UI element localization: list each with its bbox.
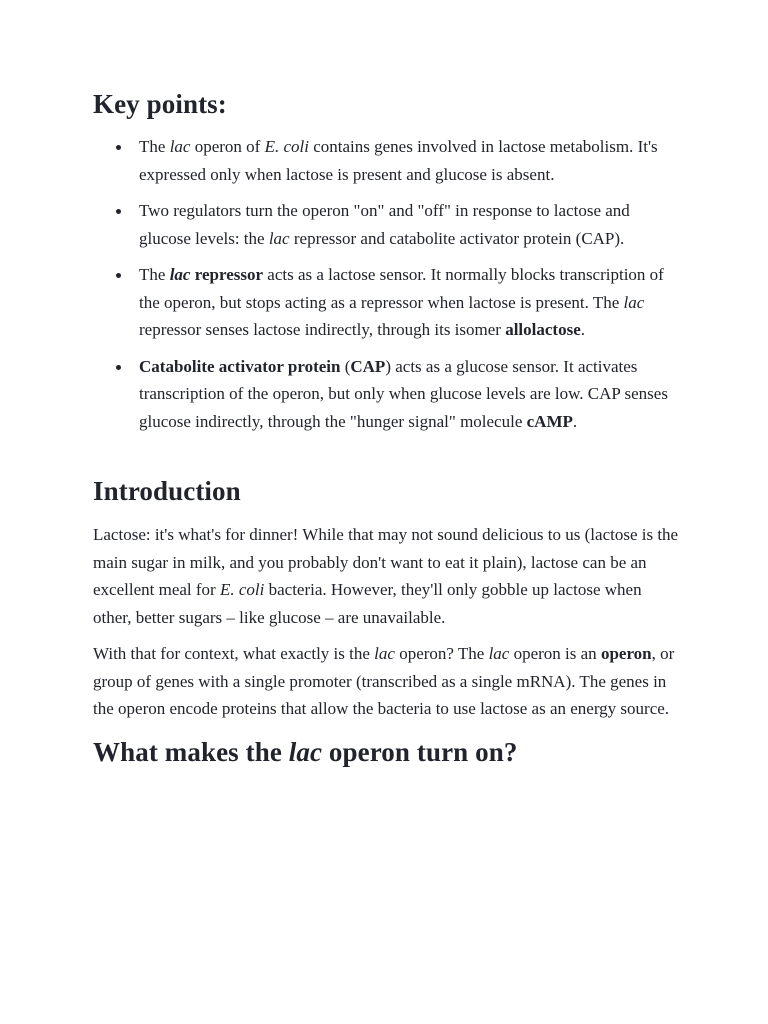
cap-term: CAP [350, 356, 386, 376]
article-content [93, 84, 683, 772]
cap-full-term: Catabolite activator protein [139, 356, 341, 376]
ecoli-term: E. coli [264, 137, 309, 156]
intro-paragraph-2: With that for context, what exactly is the lac operon? The lac operon is an operon, or group of genes with a single promoter (transcribed as a single mRNA). The genes in the operon encode proteins that allow the bacteria to use lactose as an energy source. [93, 644, 675, 718]
ecoli-term: E. coli [219, 580, 265, 599]
intro-paragraph-1: Lactose: it's what's for dinner! While that may not sound delicious to us (lactose is the main sugar in milk, and you probably don't want to eat it plain), lactose can be an excellent meal for E. coli bacteria. However, they'll only gobble up lactose when other, better sugars – like glucose – are unavailable. [93, 525, 679, 627]
lac-term: lac [169, 137, 191, 156]
key-points-heading: Key points: [93, 89, 227, 119]
key-point-2: Two regulators turn the operon "on" and "off" in response to lactose and glucose levels: the lac repressor and catabolite activator protein (CAP). [93, 197, 683, 252]
key-point-1: The lac operon of E. coli contains genes involved in lactose metabolism. It's expressed only when lactose is present and glucose is absent. [93, 133, 683, 188]
lac-repressor-term: lac repressor [169, 265, 264, 284]
allolactose-term: allolactose [505, 320, 581, 339]
introduction-heading: Introduction [93, 476, 241, 506]
operon-term: operon [600, 644, 652, 663]
lac-term: lac [488, 644, 510, 663]
key-points-list [93, 133, 683, 435]
lac-term: lac [623, 292, 645, 312]
key-point-3: The lac repressor acts as a lactose sensor. It normally blocks transcription of the operon, but stops acting as a repressor when lactose is present. The lac repressor senses lactose indirectly, through its isomer allolactose. [93, 261, 683, 344]
lac-term: lac [268, 228, 290, 248]
lac-term: lac [374, 644, 395, 663]
camp-term: cAMP [526, 411, 573, 431]
lac-operon-on-heading: What makes the lac operon turn on? [93, 736, 518, 767]
key-point-4: Catabolite activator protein (CAP) acts as a glucose sensor. It activates transcription of the operon, but only when glucose levels are low. CAP senses glucose indirectly, through the "hunger signal" molecule cAMP. [93, 353, 683, 436]
